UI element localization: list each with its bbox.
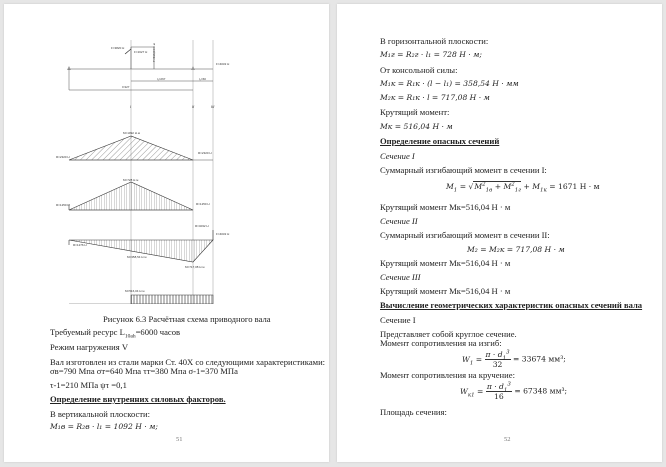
svg-text:F=1627 Н: F=1627 Н [134,50,148,54]
load-mode: Режим нагружения V [50,342,129,352]
bending-resistance-label: Момент сопротивления на изгиб: [380,338,502,348]
svg-text:l=327: l=327 [122,85,130,89]
sum-moment-2: Суммарный изгибающий момент в сечении II: [380,230,550,240]
svg-text:M=1092 Н·м: M=1092 Н·м [123,131,140,135]
section-3-label: Сечение III [380,272,421,282]
cantilever-label: От консольной силы: [380,65,458,75]
svg-text:M=728 Н·м: M=728 Н·м [123,178,139,182]
label-force-top: F=3820 Н [111,46,125,50]
page-51 [4,4,329,462]
section-plain-label: Сечение I [380,315,416,325]
round-section-text: Представляет собой круглое сечение. [380,329,517,339]
svg-text:II: II [192,104,195,109]
shaft-calculation-diagram [4,4,329,304]
svg-text:M=516,04 Н·м: M=516,04 Н·м [125,289,145,293]
page-number: 51 [176,436,183,443]
horizontal-plane-label: В горизонтальной плоскости: [380,36,489,46]
formula-m1: $M_1 = √M^2_{1в} + M^2_{1г} + M_{1к} = 1671$ Н · м [446,181,600,194]
vertical-plane-label: В вертикальной плоскости: [50,409,151,419]
svg-text:R=2320 Н: R=2320 Н [198,151,212,155]
torque-3: Крутящий момент Мк=516,04 Н · м [380,286,511,296]
formula-w1: $W_1$ = $\frac{\pi \cdot d_1^3}{32}$ = 33674 мм³; [462,349,566,369]
svg-text:R=1250 Н: R=1250 Н [196,202,210,206]
torsion-resistance-label: Момент сопротивления на кручение: [380,370,515,380]
material-line: Вал изготовлен из стали марки Ст. 40Х со следующими характеристиками: [50,357,326,367]
page-52 [337,4,662,462]
svg-text:R=1276 Н: R=1276 Н [73,243,87,247]
figure-caption: Рисунок 6.3 Расчётная схема приводного вала [103,314,271,324]
heading-dangerous-sections: Определение опасных сечений [380,136,500,146]
section-2-label: Сечение II [380,216,418,226]
material-properties-2: τ-1=210 МПа ψτ =0,1 [50,380,127,390]
page-number: 52 [504,436,511,443]
svg-text:l₂=60: l₂=60 [199,77,206,81]
torque-2: Крутящий момент Мк=516,04 Н · м [380,258,511,268]
svg-text:T=516,04 Н·м: T=516,04 Н·м [152,43,156,62]
formula-m1k: M₁к = R₁к · (l − l₁) = 358,54 Н · мм [380,79,519,88]
formula-mk: Mк = 516,04 Н · м [380,122,453,131]
svg-text:III: III [211,104,215,109]
formula-m2k: M₂к = R₁к · l = 717,08 Н · м [380,93,490,102]
svg-text:M=358,54 Н·м: M=358,54 Н·м [127,255,147,259]
svg-text:R=4032 Н: R=4032 Н [195,224,209,228]
svg-text:F=4032 Н: F=4032 Н [216,232,230,236]
formula-m1g: M₁г = R₂г · l₁ = 728 Н · м; [380,50,482,59]
torque-1: Крутящий момент Мк=516,04 Н · м [380,202,511,212]
formula-wk1: $W_{к1}$ = $\frac{\pi \cdot d_1^3}{16}$ = 67348 мм³; [460,381,568,401]
torque-label: Крутящий момент: [380,107,450,117]
material-properties: σв=790 Мпа σт=640 Мпа τт=380 Мпа σ-1=370 МПа [50,366,238,376]
section-1-label: Сечение I [380,151,415,161]
svg-text:I: I [130,104,132,109]
svg-text:F=4032 Н: F=4032 Н [216,62,230,66]
svg-text:R=2320 Н: R=2320 Н [56,155,70,159]
svg-text:R=1250 Н: R=1250 Н [56,203,70,207]
formula-m2: M₂ = M₂к = 717,08 Н · м [467,245,565,254]
required-resource: Требуемый ресурс $L_{10ah}=6000$ часов [50,327,181,340]
svg-text:l₁=267: l₁=267 [157,77,166,81]
sum-moment-1: Суммарный изгибающий момент в сечении I: [380,165,547,175]
formula-m1b: M₁в = R₂в · l₁ = 1092 Н · м; [50,422,158,431]
heading-geometry: Вычисление геометрических характеристик опасных сечений вала [380,300,643,310]
area-label: Площадь сечения: [380,407,447,417]
svg-text:M=717,08 Н·м: M=717,08 Н·м [185,265,205,269]
heading-internal-forces: Определение внутренних силовых факторов. [50,394,226,404]
